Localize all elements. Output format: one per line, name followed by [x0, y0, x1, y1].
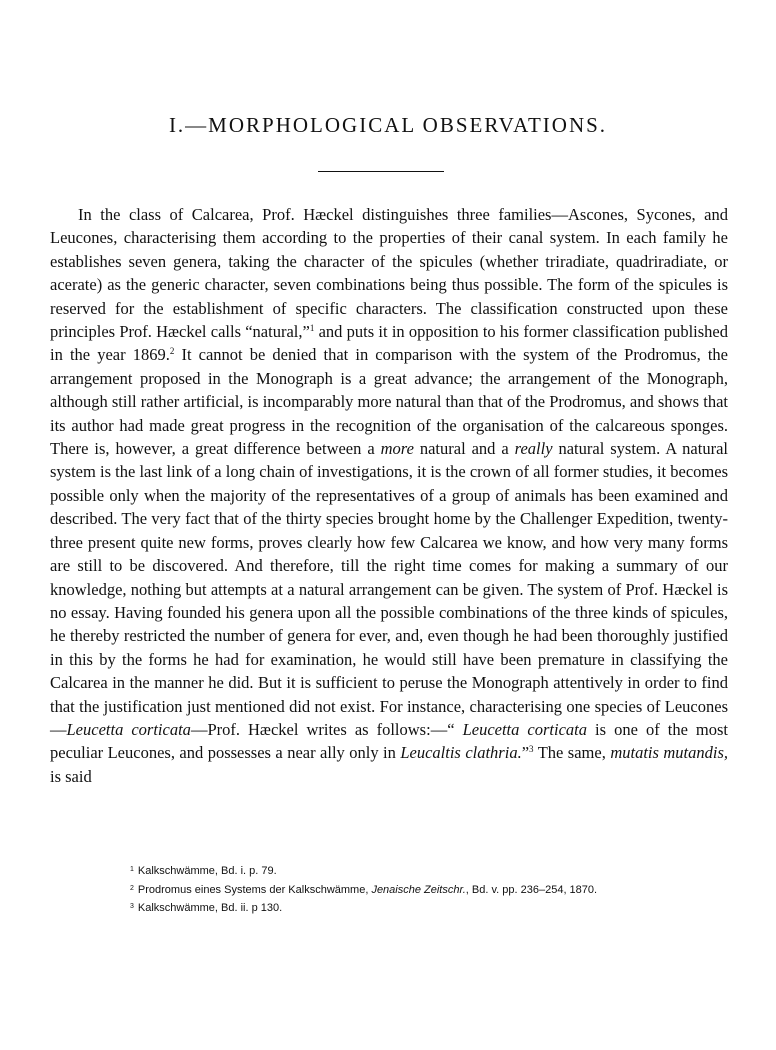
text-run: —Prof. Hæckel writes as follows:—“	[190, 719, 463, 739]
text-run: The same,	[533, 743, 611, 763]
footnote-text: Kalkschwämme, Bd. ii. p 130.	[137, 902, 283, 914]
species-name: Leucetta corticata	[66, 719, 191, 739]
text-run: natural and a	[413, 439, 515, 459]
text-run: It cannot be denied that in comparison with the system of the Prodromus, the arrangement proposed in the Monograph is a great advance; the arrangement of the Monograph, although still rather artificial, is incomparably more natural than that of the Prodromus, and shows that its author had made great progress in the recognition of the organisation of the calcareous sponges. There is, however, a great difference between a	[50, 345, 728, 459]
footnote-ref-3: 3	[529, 744, 534, 755]
footnote-mark: 2	[130, 884, 134, 892]
journal-title: Jenaische Zeitschr.	[371, 883, 466, 896]
latin-phrase: mutatis mutandis,	[610, 743, 728, 763]
footnote-1	[130, 862, 690, 881]
footnote-text: Kalkschwämme, Bd. i. p. 79.	[137, 865, 277, 877]
footnote-text: , Bd. v. pp. 236–254, 1870.	[465, 883, 598, 896]
footnote-ref-1: 1	[309, 323, 315, 334]
footnote-mark: 1	[130, 866, 134, 873]
footnote-2	[130, 881, 690, 900]
section-heading: I.—MORPHOLOGICAL OBSERVATIONS.	[168, 113, 608, 137]
footnote-mark: 3	[130, 903, 134, 910]
species-name: Leucetta corticata	[462, 719, 587, 739]
footnote-text: Prodromus eines Systems der Kalkschwämme,	[137, 883, 372, 896]
text-run: and puts it in opposition to his former classification published in the year 1869.	[50, 322, 729, 365]
footnote-3	[130, 899, 690, 918]
text-run: ”	[521, 743, 530, 763]
text-run: natural system. A natural system is the last link of a long chain of investigations, it is the crown of all former studies, it becomes possible only when the majority of the representatives of a group of animals has been examined and described. The very fact that of the thirty species brought home by the Challenger Expedition, twenty-three present quite new forms, proves clearly how few Calcarea we know, and how very many forms are still to be discovered. And therefore, till the right time comes for making a summary of our knowledge, nothing but attempts at a natural arrangement can be given. The system of Prof. Hæckel is no essay. Having founded his genera upon all the possible combinations of the three kinds of spicules, he thereby restricted the number of genera for ever, and, even though he had been thoroughly justified in this by the forms he had for examination, he would still have been premature in classifying the Calcarea in the manner he did. But it is sufficient to peruse the Monograph attentively in order to find that the justification just mentioned did not exist. For instance, characterising one species of Leucones—	[50, 439, 728, 739]
emphasis-really: really	[514, 439, 553, 459]
species-name: Leucaltis clathria.	[400, 743, 522, 763]
text-run: is one of the most peculiar Leucones, and possesses a near ally only in	[50, 719, 729, 763]
footnotes	[130, 862, 690, 918]
text-run: is said	[50, 766, 92, 786]
heading-rule	[318, 171, 444, 172]
body-paragraph	[50, 203, 728, 788]
text-run: In the class of Calcarea, Prof. Hæckel distinguishes three families—Ascones, Sycones, and Leucones, characterising them according to the properties of their canal system. In each family he establishes seven genera, taking the character of the spicules (whether triradiate, quadriradiate, or acerate) as the generic character, seven combinations being thus possible. The form of the spicules is reserved for the establishment of specific characters. The classification constructed upon these principles Prof. Hæckel calls “natural,”	[50, 205, 728, 342]
emphasis-more: more	[380, 439, 414, 459]
footnote-ref-2: 2	[169, 346, 175, 357]
